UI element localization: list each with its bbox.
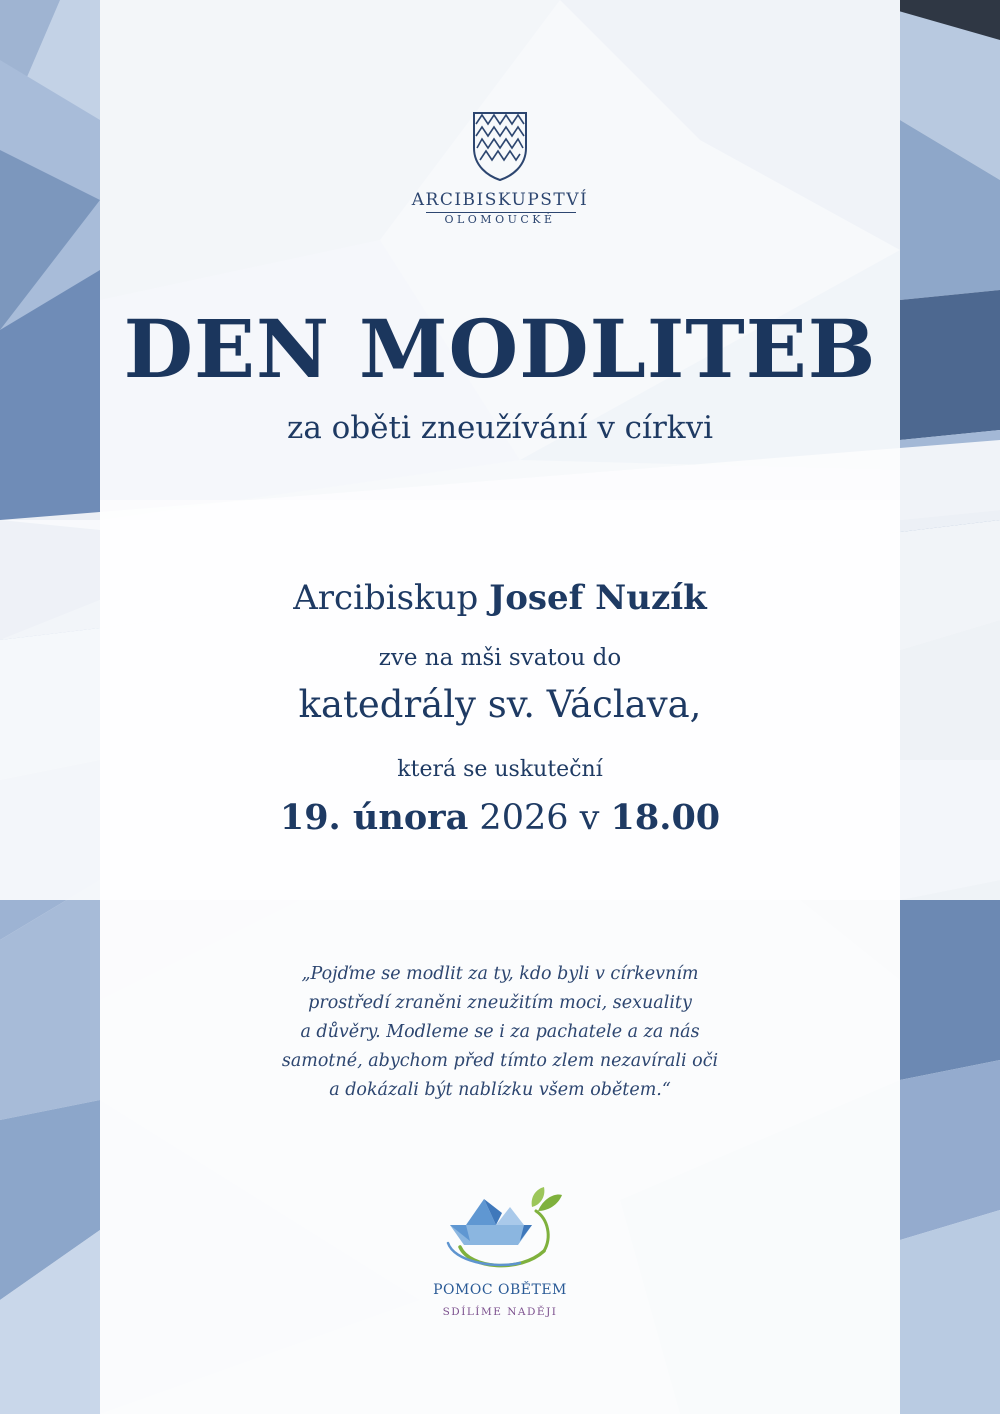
logo-tagline: SDÍLÍME NADĚJI	[442, 1306, 558, 1318]
organization-name: ARCIBISKUPSTVÍ	[411, 190, 589, 210]
quote	[0, 960, 1000, 1105]
quote-line: prostředí zraněni zneužitím moci, sexuality	[308, 993, 692, 1013]
event-year: 2026 v	[479, 798, 600, 838]
event-datetime	[0, 797, 1000, 838]
invitation-text-2: která se uskuteční	[397, 757, 603, 782]
invitation-host	[0, 578, 1000, 618]
page-subtitle: za oběti zneužívání v církvi	[286, 410, 713, 446]
page-title: DEN MODLITEB	[123, 302, 877, 396]
event-date: 19. února	[279, 797, 469, 838]
shield-icon	[470, 110, 530, 182]
quote-line: a dokázali být nablízku všem obětem.“	[329, 1080, 671, 1100]
organization-subname: OLOMOUCKÉ	[444, 213, 556, 226]
quote-line: a důvěry. Modleme se i za pachatele a za nás	[300, 1022, 700, 1042]
logo-name: POMOC OBĚTEM	[433, 1282, 567, 1298]
event-time: 18.00	[610, 797, 721, 838]
host-role: Arcibiskup	[293, 578, 479, 618]
paper-boat-icon	[440, 1185, 565, 1277]
quote-line: „Pojďme se modlit za ty, kdo byli v církevním	[301, 964, 699, 984]
quote-line: samotné, abychom před tímto zlem nezavírali oči	[281, 1051, 719, 1071]
host-name: Josef Nuzík	[489, 578, 707, 618]
invitation-place: katedrály sv. Václava,	[298, 683, 702, 726]
invitation-text: zve na mši svatou do	[378, 645, 622, 671]
